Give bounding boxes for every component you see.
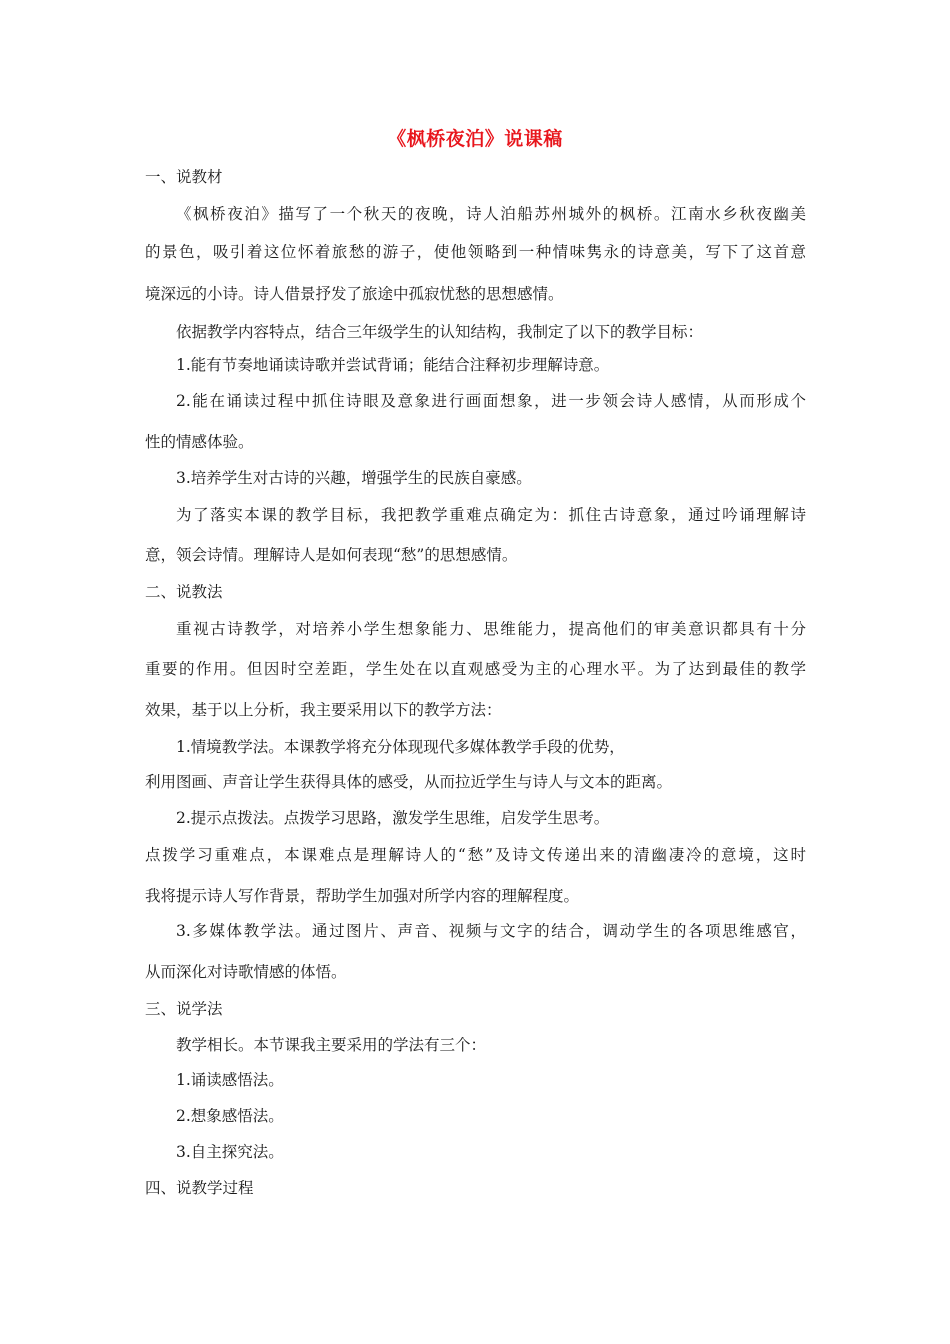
method-item-continuation: 从而深化对诗歌情感的体悟。 [145, 963, 347, 981]
method-item: 3.多媒体教学法。通过图片、声音、视频与文字的结合，调动学生的各项思维感官， [176, 922, 806, 940]
paragraph-line: 为了落实本课的教学目标，我把教学重难点确定为：抓住古诗意象，通过吟诵理解诗 [176, 506, 806, 524]
paragraph-line: 重视古诗教学，对培养小学生想象能力、思维能力，提高他们的审美意识都具有十分 [176, 620, 806, 638]
learning-method-item: 1.诵读感悟法。 [176, 1071, 284, 1089]
paragraph-line: 效果，基于以上分析，我主要采用以下的教学方法： [145, 701, 502, 719]
paragraph-line: 《枫桥夜泊》描写了一个秋天的夜晚，诗人泊船苏州城外的枫桥。江南水乡秋夜幽美 [176, 205, 806, 223]
goal-item-continuation: 性的情感体验。 [145, 433, 254, 451]
section-heading-teaching-methods: 二、说教法 [145, 583, 223, 601]
learning-method-item: 3.自主探究法。 [176, 1143, 284, 1161]
goal-item: 1.能有节奏地诵读诗歌并尝试背诵；能结合注释初步理解诗意。 [176, 356, 610, 374]
paragraph-line: 意，领会诗情。理解诗人是如何表现“愁”的思想感情。 [145, 546, 518, 564]
method-item: 2.提示点拨法。点拨学习思路，激发学生思维，启发学生思考。 [176, 809, 610, 827]
document-title: 《枫桥夜泊》说课稿 [387, 128, 563, 150]
paragraph-line: 依据教学内容特点，结合三年级学生的认知结构，我制定了以下的教学目标： [176, 323, 704, 341]
method-item: 1.情境教学法。本课教学将充分体现现代多媒体教学手段的优势， [176, 738, 625, 756]
section-heading-teaching-material: 一、说教材 [145, 168, 223, 186]
goal-item: 2.能在诵读过程中抓住诗眼及意象进行画面想象，进一步领会诗人感情，从而形成个 [176, 392, 806, 410]
method-item-continuation: 我将提示诗人写作背景，帮助学生加强对所学内容的理解程度。 [145, 887, 580, 905]
learning-method-item: 2.想象感悟法。 [176, 1107, 284, 1125]
paragraph-line: 教学相长。本节课我主要采用的学法有三个： [176, 1036, 487, 1054]
method-item-continuation: 点拨学习重难点，本课难点是理解诗人的“愁”及诗文传递出来的清幽凄冷的意境，这时 [145, 846, 806, 864]
goal-item: 3.培养学生对古诗的兴趣，增强学生的民族自豪感。 [176, 469, 532, 487]
paragraph-line: 重要的作用。但因时空差距，学生处在以直观感受为主的心理水平。为了达到最佳的教学 [145, 660, 806, 678]
method-item-continuation: 利用图画、声音让学生获得具体的感受，从而拉近学生与诗人与文本的距离。 [145, 773, 673, 791]
section-heading-teaching-process: 四、说教学过程 [145, 1179, 254, 1197]
paragraph-line: 的景色，吸引着这位怀着旅愁的游子，使他领略到一种情味隽永的诗意美，写下了这首意 [145, 243, 806, 261]
paragraph-line: 境深远的小诗。诗人借景抒发了旅途中孤寂忧愁的思想感情。 [145, 285, 564, 303]
section-heading-learning-methods: 三、说学法 [145, 1000, 223, 1018]
